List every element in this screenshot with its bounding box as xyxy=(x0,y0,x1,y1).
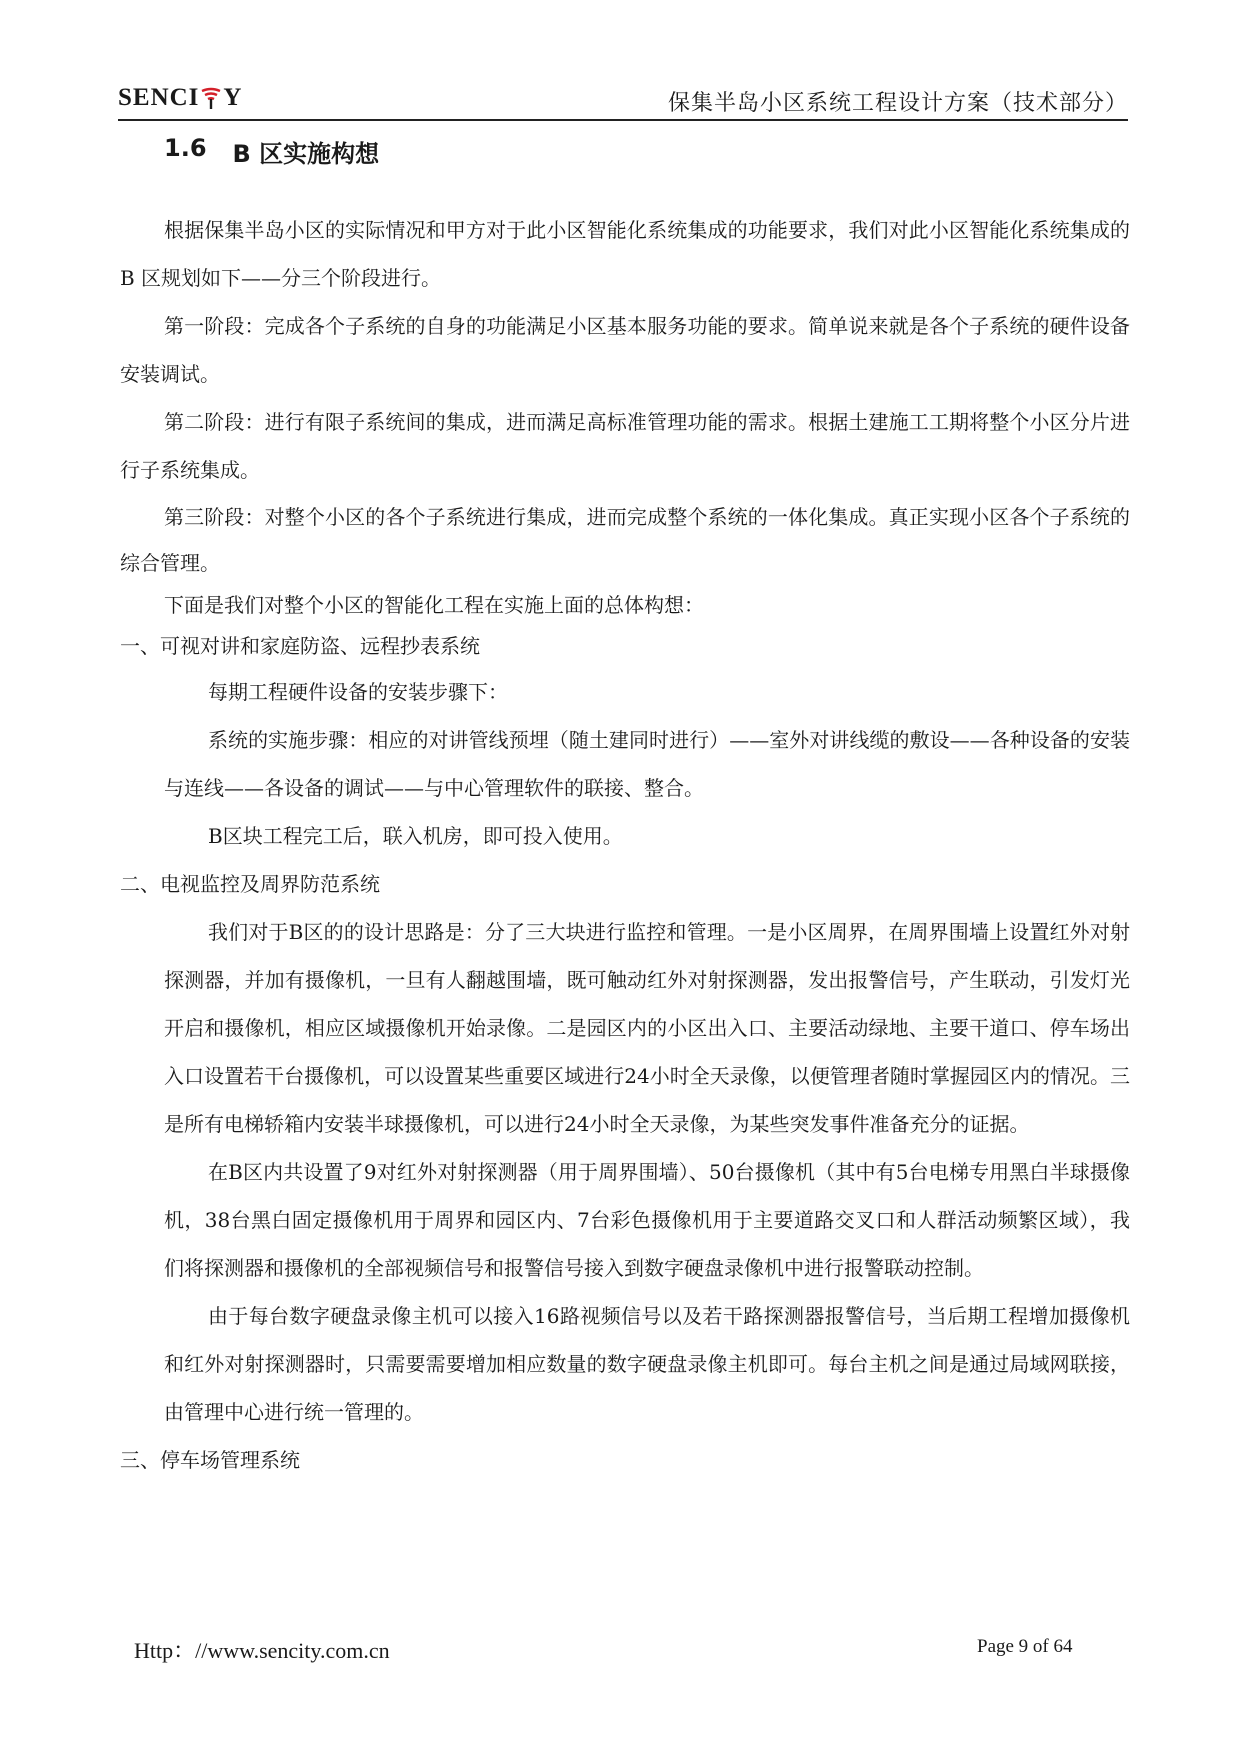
section-title: B 区实施构想 xyxy=(232,140,380,168)
paragraph-stage2: 第二阶段：进行有限子系统间的集成，进而满足高标准管理功能的需求。根据土建施工工期将整个小区分片进行子系统集成。 xyxy=(120,410,1130,482)
subsection-heading-3: 三、停车场管理系统 xyxy=(120,1448,300,1472)
logo-text-right: Y xyxy=(223,84,243,111)
document-title: 保集半岛小区系统工程设计方案（技术部分） xyxy=(667,91,1128,116)
section-heading xyxy=(164,134,379,169)
logo-signal-icon xyxy=(200,87,222,109)
logo-text-left: SENCI xyxy=(118,84,200,111)
header-divider xyxy=(118,119,1128,121)
paragraph-stage1: 第一阶段：完成各个子系统的自身的功能满足小区基本服务功能的要求。简单说来就是各个子系统的硬件设备安装调试。 xyxy=(120,314,1130,386)
subsection-heading-2: 二、电视监控及周界防范系统 xyxy=(120,872,380,896)
paragraph-s1-steps: 系统的实施步骤：相应的对讲管线预埋（随土建同时进行）——室外对讲线缆的敷设——各种设备的安装与连线——各设备的调试——与中心管理软件的联接、整合。 xyxy=(164,728,1130,800)
paragraph-s1-steps-intro: 每期工程硬件设备的安装步骤下： xyxy=(208,680,508,704)
document-body xyxy=(120,206,1130,1484)
paragraph-s2-equipment: 在B区内共设置了9对红外对射探测器（用于周界围墙）、50台摄像机（其中有5台电梯专用黑白半球摄像机，38台黑白固定摄像机用于周界和园区内、7台彩色摄像机用于主要道路交叉口和人群活动频繁区域），我们将探测器和摄像机的全部视频信号和报警信号接入到数字硬盘录像机中进行报警联动控制。 xyxy=(164,1160,1130,1280)
footer-website-link[interactable]: Http：//www.sencity.com.cn xyxy=(134,1638,390,1663)
paragraph-s2-design: 我们对于B区的的设计思路是：分了三大块进行监控和管理。一是小区周界，在周界围墙上设置红外对射探测器，并加有摄像机，一旦有人翻越围墙，既可触动红外对射探测器，发出报警信号，产生联动，引发灯光开启和摄像机，相应区域摄像机开始录像。二是园区内的小区出入口、主要活动绿地、主要干道口、停车场出入口设置若干台摄像机，可以设置某些重要区域进行24小时全天录像，以便管理者随时掌握园区内的情况。三是所有电梯轿箱内安装半球摄像机，可以进行24小时全天录像，为某些突发事件准备充分的证据。 xyxy=(164,920,1130,1136)
paragraph-intro: 根据保集半岛小区的实际情况和甲方对于此小区智能化系统集成的功能要求，我们对此小区智能化系统集成的 B 区规划如下——分三个阶段进行。 xyxy=(120,218,1130,290)
page-header xyxy=(118,78,1128,122)
sencity-logo xyxy=(118,84,242,112)
paragraph-stage3: 第三阶段：对整个小区的各个子系统进行集成，进而完成整个系统的一体化集成。真正实现小区各个子系统的综合管理。 xyxy=(120,505,1130,575)
paragraph-overview: 下面是我们对整个小区的智能化工程在实施上面的总体构想： xyxy=(164,593,704,617)
footer-page-number: Page 9 of 64 xyxy=(977,1636,1073,1657)
section-number: 1.6 xyxy=(164,134,207,162)
paragraph-s1-done: B区块工程完工后，联入机房，即可投入使用。 xyxy=(208,824,623,848)
paragraph-s2-expansion: 由于每台数字硬盘录像主机可以接入16路视频信号以及若干路探测器报警信号，当后期工程增加摄像机和红外对射探测器时，只需要需要增加相应数量的数字硬盘录像主机即可。每台主机之间是通过局域网联接，由管理中心进行统一管理的。 xyxy=(164,1304,1130,1424)
subsection-heading-1: 一、可视对讲和家庭防盗、远程抄表系统 xyxy=(120,634,480,658)
